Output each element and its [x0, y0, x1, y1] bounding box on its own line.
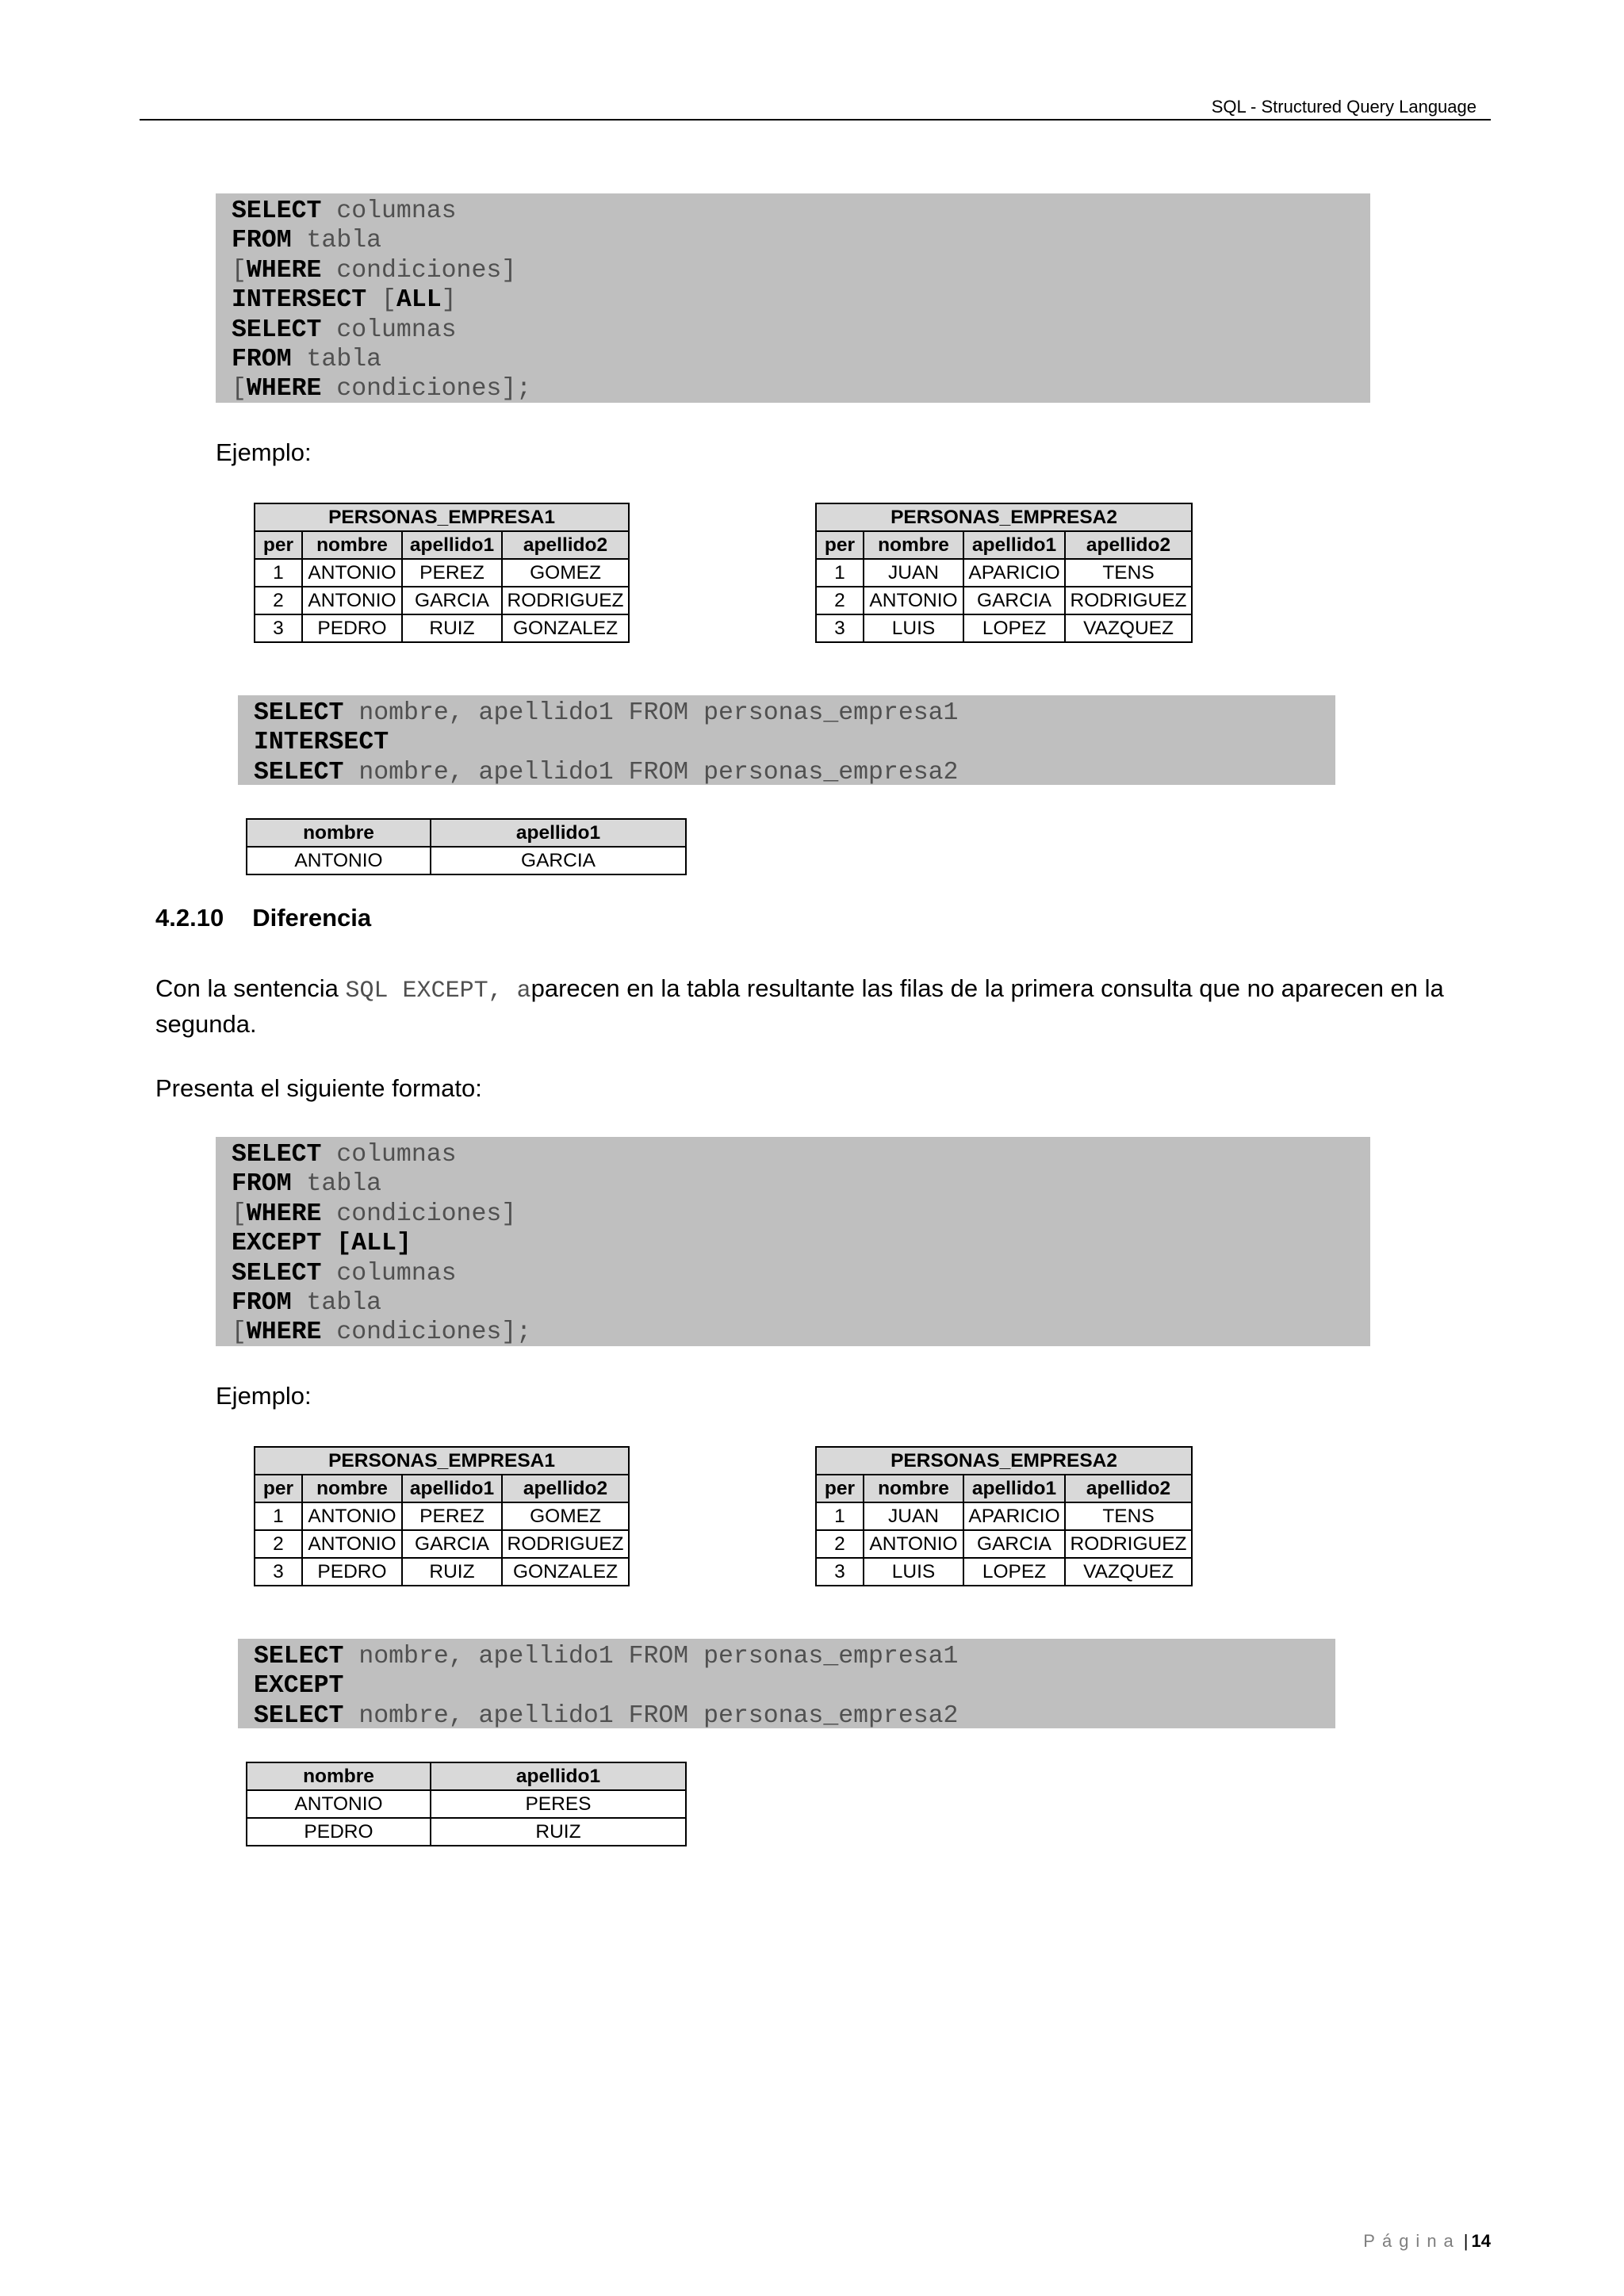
sql-keyword: WHERE — [246, 256, 322, 285]
sql-text: [ — [232, 1200, 247, 1228]
code-line — [254, 1701, 1335, 1731]
table-cell: RODRIGUEZ — [1065, 587, 1192, 614]
inline-code: SQL EXCEPT, a — [345, 978, 531, 1004]
table-cell: 3 — [816, 1558, 864, 1586]
sql-keyword: SELECT — [254, 758, 344, 786]
intersect-query-block — [238, 695, 1335, 785]
table-title-row — [816, 1447, 1192, 1475]
table-cell: RUIZ — [431, 1818, 686, 1846]
sql-text: nombre, apellido1 FROM personas_empresa2 — [343, 1701, 959, 1730]
sql-text: columnas — [321, 316, 457, 344]
table-title: PERSONAS_EMPRESA2 — [816, 503, 1192, 531]
table-cell: 3 — [255, 1558, 302, 1586]
sql-keyword: WHERE — [246, 1318, 322, 1347]
table-row — [255, 1502, 629, 1530]
table-header-row — [816, 531, 1192, 559]
sql-keyword: ALL — [396, 286, 442, 315]
table-cell: VAZQUEZ — [1065, 614, 1192, 642]
sql-text: [ — [232, 375, 247, 404]
table-row — [816, 614, 1192, 642]
table-row — [816, 1530, 1192, 1558]
code-line — [232, 345, 1370, 374]
table-row — [247, 1818, 686, 1846]
page-footer — [1324, 2231, 1491, 2252]
sql-keyword: WHERE — [246, 1200, 322, 1228]
sql-keyword: INTERSECT — [254, 729, 389, 757]
table-cell: LUIS — [864, 614, 963, 642]
column-header: per — [816, 531, 864, 559]
column-header: nombre — [864, 1475, 963, 1502]
table-cell: GARCIA — [963, 587, 1065, 614]
table-row — [255, 614, 629, 642]
code-line — [254, 1642, 1335, 1671]
code-line — [232, 316, 1370, 345]
intersect-syntax-block — [216, 193, 1370, 403]
table-cell: PEDRO — [302, 614, 402, 642]
sql-text: tabla — [291, 1170, 382, 1199]
sql-text: [ — [366, 286, 396, 315]
table-cell: LOPEZ — [963, 1558, 1065, 1586]
table-cell: RODRIGUEZ — [502, 587, 629, 614]
table-cell: APARICIO — [963, 559, 1065, 587]
table-row — [816, 1502, 1192, 1530]
except-description — [155, 972, 1496, 1041]
table-title-row — [816, 503, 1192, 531]
except-query-block — [238, 1639, 1335, 1728]
code-line — [232, 1259, 1370, 1288]
table-row — [255, 587, 629, 614]
table-row — [247, 1790, 686, 1818]
column-header: apellido2 — [1065, 1475, 1192, 1502]
column-header: per — [816, 1475, 864, 1502]
table-title: PERSONAS_EMPRESA1 — [255, 503, 629, 531]
table-cell: ANTONIO — [302, 587, 402, 614]
except-syntax-block — [216, 1137, 1370, 1346]
section-title: Diferencia — [252, 904, 372, 932]
column-header: apellido2 — [1065, 531, 1192, 559]
table-cell: 2 — [816, 587, 864, 614]
personas-empresa1-table — [254, 1446, 630, 1586]
table-title-row — [255, 1447, 629, 1475]
header-title: SQL - Structured Query Language — [1211, 97, 1477, 117]
table-cell: GARCIA — [963, 1530, 1065, 1558]
column-header: apellido1 — [963, 1475, 1065, 1502]
table-cell: ANTONIO — [302, 1530, 402, 1558]
table-header-row — [247, 819, 686, 847]
sql-text: tabla — [291, 227, 382, 255]
code-line — [232, 256, 1370, 285]
paragraph-text: parecen en la tabla resultante las filas de la primera consulta que no aparecen en la — [530, 974, 1444, 1002]
table-cell: GONZALEZ — [502, 614, 629, 642]
code-line — [232, 1229, 1370, 1258]
sql-keyword: SELECT — [232, 197, 322, 225]
sql-text: nombre, apellido1 FROM personas_empresa2 — [343, 758, 959, 786]
table-cell: 1 — [816, 1502, 864, 1530]
sql-text: ] — [441, 286, 457, 315]
sql-text: nombre, apellido1 FROM personas_empresa1 — [343, 699, 959, 727]
code-line — [254, 728, 1335, 757]
table-row — [816, 1558, 1192, 1586]
code-line — [232, 374, 1370, 404]
sql-text: nombre, apellido1 FROM personas_empresa1 — [343, 1643, 959, 1670]
sql-text: [ — [232, 256, 247, 285]
personas-empresa2-table — [815, 503, 1193, 643]
sql-text: columnas — [321, 1259, 457, 1288]
personas-empresa2-table — [815, 1446, 1193, 1586]
column-header: apellido1 — [963, 531, 1065, 559]
table-cell: GONZALEZ — [502, 1558, 629, 1586]
table-cell: 1 — [255, 1502, 302, 1530]
format-intro: Presenta el siguiente formato: — [155, 1074, 482, 1102]
table-cell: ANTONIO — [247, 1790, 431, 1818]
sql-text: tabla — [291, 346, 382, 374]
section-heading — [155, 904, 371, 932]
table-row — [247, 847, 686, 874]
table-cell: ANTONIO — [864, 587, 963, 614]
sql-keyword: EXCEPT [ALL] — [232, 1230, 412, 1258]
intersect-result-table — [246, 818, 687, 875]
paragraph-text: segunda. — [155, 1010, 257, 1038]
table-cell: 1 — [255, 559, 302, 587]
sql-text: condiciones]; — [321, 1318, 532, 1347]
table-header-row — [816, 1475, 1192, 1502]
code-line — [232, 1318, 1370, 1347]
sql-text: columnas — [321, 1141, 457, 1169]
personas-empresa1-table — [254, 503, 630, 643]
table-title: PERSONAS_EMPRESA2 — [816, 1447, 1192, 1475]
table-cell: PEREZ — [402, 1502, 502, 1530]
sql-text: condiciones] — [321, 1200, 517, 1228]
column-header: apellido1 — [402, 1475, 502, 1502]
table-cell: RODRIGUEZ — [1065, 1530, 1192, 1558]
code-line — [232, 1288, 1370, 1318]
table-cell: GARCIA — [402, 587, 502, 614]
table-header-row — [255, 1475, 629, 1502]
table-cell: ANTONIO — [247, 847, 431, 874]
page-label: Página — [1363, 2231, 1461, 2251]
sql-keyword: FROM — [232, 227, 292, 255]
code-line — [232, 1169, 1370, 1199]
column-header: nombre — [302, 531, 402, 559]
table-row — [255, 559, 629, 587]
code-line — [232, 226, 1370, 255]
sql-keyword: SELECT — [254, 1701, 344, 1730]
page-number: 14 — [1471, 2231, 1491, 2251]
code-line — [254, 1671, 1335, 1701]
sql-keyword: SELECT — [232, 316, 322, 344]
column-header: nombre — [302, 1475, 402, 1502]
column-header: nombre — [247, 819, 431, 847]
table-cell: GOMEZ — [502, 559, 629, 587]
column-header: apellido1 — [431, 1762, 686, 1790]
table-cell: APARICIO — [963, 1502, 1065, 1530]
table-title-row — [255, 503, 629, 531]
sql-keyword: FROM — [232, 1170, 292, 1199]
code-line — [232, 285, 1370, 315]
table-cell: RUIZ — [402, 1558, 502, 1586]
table-row — [816, 587, 1192, 614]
table-header-row — [247, 1762, 686, 1790]
sql-keyword: FROM — [232, 346, 292, 374]
sql-keyword: SELECT — [232, 1259, 322, 1288]
column-header: nombre — [864, 531, 963, 559]
table-cell: GOMEZ — [502, 1502, 629, 1530]
column-header: per — [255, 1475, 302, 1502]
example-label: Ejemplo: — [216, 438, 312, 466]
sql-text: [ — [232, 1318, 247, 1347]
table-cell: 2 — [255, 587, 302, 614]
table-cell: LUIS — [864, 1558, 963, 1586]
table-cell: TENS — [1065, 1502, 1192, 1530]
sql-keyword: SELECT — [254, 699, 344, 727]
table-header-row — [255, 531, 629, 559]
table-cell: GARCIA — [402, 1530, 502, 1558]
code-line — [232, 1200, 1370, 1229]
table-cell: RUIZ — [402, 614, 502, 642]
table-cell: 2 — [816, 1530, 864, 1558]
table-cell: 2 — [255, 1530, 302, 1558]
sql-keyword: INTERSECT — [232, 286, 367, 315]
column-header: apellido2 — [502, 1475, 629, 1502]
table-row — [255, 1530, 629, 1558]
sql-text: columnas — [321, 197, 457, 225]
table-cell: VAZQUEZ — [1065, 1558, 1192, 1586]
table-cell: ANTONIO — [302, 559, 402, 587]
table-cell: PEREZ — [402, 559, 502, 587]
example-label: Ejemplo: — [216, 1382, 312, 1410]
table-cell: PERES — [431, 1790, 686, 1818]
paragraph-text: Con la sentencia — [155, 974, 346, 1002]
table-cell: PEDRO — [247, 1818, 431, 1846]
sql-text: tabla — [291, 1289, 382, 1318]
sql-keyword: SELECT — [232, 1141, 322, 1169]
column-header: per — [255, 531, 302, 559]
sql-text: condiciones]; — [321, 375, 532, 404]
table-cell: 1 — [816, 559, 864, 587]
table-cell: LOPEZ — [963, 614, 1065, 642]
column-header: apellido2 — [502, 531, 629, 559]
table-cell: PEDRO — [302, 1558, 402, 1586]
code-line — [254, 758, 1335, 787]
table-cell: ANTONIO — [302, 1502, 402, 1530]
sql-keyword: FROM — [232, 1289, 292, 1318]
table-cell: TENS — [1065, 559, 1192, 587]
table-cell: RODRIGUEZ — [502, 1530, 629, 1558]
table-cell: 3 — [816, 614, 864, 642]
section-number: 4.2.10 — [155, 904, 224, 932]
except-result-table — [246, 1762, 687, 1846]
table-title: PERSONAS_EMPRESA1 — [255, 1447, 629, 1475]
header-rule — [140, 119, 1491, 121]
column-header: apellido1 — [402, 531, 502, 559]
table-row — [816, 559, 1192, 587]
table-cell: 3 — [255, 614, 302, 642]
table-cell: JUAN — [864, 1502, 963, 1530]
sql-keyword: WHERE — [246, 375, 322, 404]
code-line — [232, 1140, 1370, 1169]
sql-text: condiciones] — [321, 256, 517, 285]
sql-keyword: EXCEPT — [254, 1672, 344, 1701]
table-cell: GARCIA — [431, 847, 686, 874]
table-row — [255, 1558, 629, 1586]
table-cell: JUAN — [864, 559, 963, 587]
footer-separator: | — [1463, 2231, 1469, 2251]
table-cell: ANTONIO — [864, 1530, 963, 1558]
code-line — [232, 197, 1370, 226]
code-line — [254, 698, 1335, 728]
column-header: nombre — [247, 1762, 431, 1790]
sql-keyword: SELECT — [254, 1643, 344, 1670]
column-header: apellido1 — [431, 819, 686, 847]
